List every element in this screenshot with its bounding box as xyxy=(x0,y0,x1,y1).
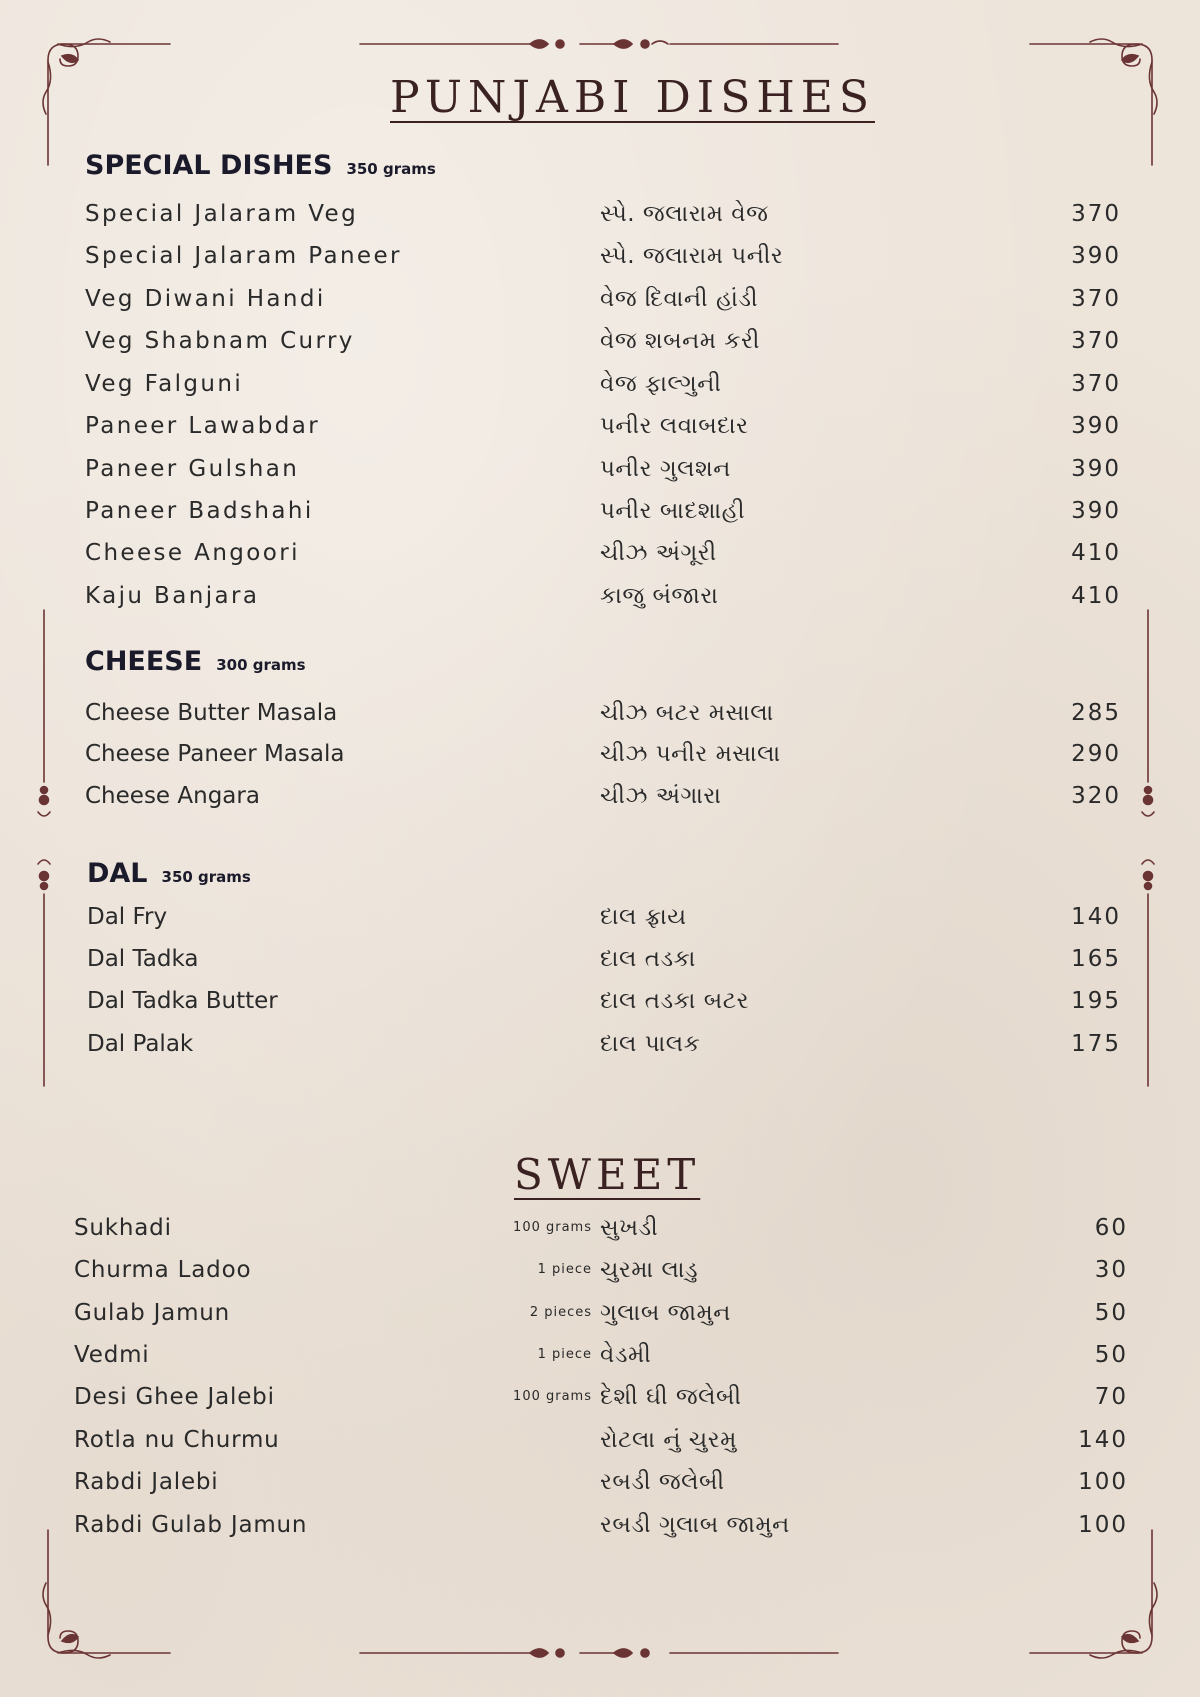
item-price: 30 xyxy=(1094,1257,1128,1283)
item-name-gu: ચુરમા લાડુ xyxy=(600,1257,699,1283)
item-name-en: Desi Ghee Jalebi xyxy=(74,1384,275,1410)
section-header-dal xyxy=(87,858,251,889)
item-name-gu: ચીઝ બટર મસાલા xyxy=(600,700,774,726)
item-name-en: Veg Diwani Handi xyxy=(85,286,326,312)
item-name-gu: પનીર લવાબદાર xyxy=(600,413,749,439)
item-name-gu: દાલ પાલક xyxy=(600,1031,701,1057)
menu-item-row xyxy=(0,493,1200,529)
item-price: 290 xyxy=(1071,741,1121,767)
item-name-en: Dal Fry xyxy=(87,904,168,930)
item-quantity: 100 grams xyxy=(513,1389,592,1404)
item-name-en: Special Jalaram Paneer xyxy=(85,243,402,269)
item-name-en: Special Jalaram Veg xyxy=(85,201,359,227)
section-name: SPECIAL DISHES xyxy=(85,150,333,181)
item-price: 140 xyxy=(1071,904,1121,930)
item-name-en: Rotla nu Churmu xyxy=(74,1427,280,1453)
item-price: 100 xyxy=(1078,1512,1128,1538)
item-name-en: Veg Falguni xyxy=(85,371,244,397)
item-price: 60 xyxy=(1094,1215,1128,1241)
item-name-en: Paneer Badshahi xyxy=(85,498,314,524)
menu-item-row xyxy=(0,408,1200,444)
corner-flourish-icon-top-left xyxy=(43,39,170,165)
item-name-en: Cheese Butter Masala xyxy=(85,700,338,726)
corner-flourish-icon-bottom-right xyxy=(1030,1530,1157,1658)
item-quantity: 1 piece xyxy=(537,1262,592,1277)
corner-flourish-icon-top-right xyxy=(1030,39,1157,165)
item-price: 390 xyxy=(1071,456,1121,482)
section-weight: 350 grams xyxy=(161,868,251,886)
item-price: 390 xyxy=(1071,243,1121,269)
item-price: 70 xyxy=(1094,1384,1128,1410)
menu-item-row xyxy=(0,736,1200,772)
item-name-en: Cheese Angara xyxy=(85,783,260,809)
item-price: 50 xyxy=(1094,1342,1128,1368)
menu-item-row xyxy=(0,1210,1200,1246)
menu-item-row xyxy=(0,1422,1200,1458)
item-name-gu: વેજ શબનમ કરી xyxy=(600,328,760,354)
item-name-gu: દાલ તડકા xyxy=(600,946,696,972)
item-name-gu: રોટલા નું ચુરમુ xyxy=(600,1427,737,1453)
item-price: 410 xyxy=(1071,540,1121,566)
menu-item-row xyxy=(0,196,1200,232)
item-name-en: Vedmi xyxy=(74,1342,150,1368)
menu-item-row xyxy=(0,238,1200,274)
menu-item-row xyxy=(0,578,1200,614)
item-name-en: Dal Tadka Butter xyxy=(87,988,278,1014)
item-quantity: 2 pieces xyxy=(529,1305,592,1320)
item-price: 140 xyxy=(1078,1427,1128,1453)
item-price: 285 xyxy=(1071,700,1121,726)
item-name-en: Rabdi Jalebi xyxy=(74,1469,219,1495)
section-header-cheese xyxy=(85,646,306,677)
menu-item-row xyxy=(0,899,1200,935)
item-name-gu: વેડમી xyxy=(600,1342,652,1368)
page-title: PUNJABI DISHES xyxy=(390,72,875,123)
item-name-en: Kaju Banjara xyxy=(85,583,260,609)
item-name-en: Paneer Gulshan xyxy=(85,456,300,482)
item-name-en: Dal Palak xyxy=(87,1031,194,1057)
item-name-en: Gulab Jamun xyxy=(74,1300,231,1326)
item-price: 410 xyxy=(1071,583,1121,609)
item-name-en: Dal Tadka xyxy=(87,946,199,972)
menu-item-row xyxy=(0,281,1200,317)
item-name-en: Rabdi Gulab Jamun xyxy=(74,1512,308,1538)
menu-item-row xyxy=(0,366,1200,402)
menu-item-row xyxy=(0,1252,1200,1288)
item-name-gu: દેશી ઘી જલેબી xyxy=(600,1384,742,1410)
item-name-gu: ગુલાબ જામુન xyxy=(600,1300,731,1326)
section-name: CHEESE xyxy=(85,646,203,677)
bottom-divider-ornament-icon xyxy=(360,1649,838,1657)
item-price: 100 xyxy=(1078,1469,1128,1495)
item-name-gu: દાલ તડકા બટર xyxy=(600,988,749,1014)
menu-item-row xyxy=(0,451,1200,487)
item-name-gu: ચીઝ અંગૂરી xyxy=(600,540,717,566)
section-weight: 350 grams xyxy=(346,160,436,178)
item-name-gu: વેજ દિવાની હાંડી xyxy=(600,286,759,312)
item-name-en: Paneer Lawabdar xyxy=(85,413,321,439)
menu-item-row xyxy=(0,941,1200,977)
item-price: 370 xyxy=(1071,328,1121,354)
menu-item-row xyxy=(0,1026,1200,1062)
section-header-special-dishes xyxy=(85,150,436,181)
item-price: 390 xyxy=(1071,413,1121,439)
item-name-gu: સ્પે. જલારામ વેજ xyxy=(600,201,769,227)
item-name-en: Sukhadi xyxy=(74,1215,172,1241)
item-price: 370 xyxy=(1071,371,1121,397)
menu-item-row xyxy=(0,1337,1200,1373)
menu-item-row xyxy=(0,1295,1200,1331)
menu-item-row xyxy=(0,1464,1200,1500)
item-name-en: Veg Shabnam Curry xyxy=(85,328,355,354)
top-divider-ornament-icon xyxy=(360,40,838,48)
item-name-gu: સ્પે. જલારામ પનીર xyxy=(600,243,784,269)
menu-item-row xyxy=(0,778,1200,814)
menu-item-row xyxy=(0,323,1200,359)
item-name-gu: રબડી ગુલાબ જામુન xyxy=(600,1512,790,1538)
item-price: 370 xyxy=(1071,201,1121,227)
item-name-gu: કાજુ બંજારા xyxy=(600,583,719,609)
item-name-gu: પનીર ગુલશન xyxy=(600,456,731,482)
item-quantity: 1 piece xyxy=(537,1347,592,1362)
item-name-gu: દાલ ફ્રાય xyxy=(600,904,687,930)
section-name: DAL xyxy=(87,858,148,889)
menu-item-row xyxy=(0,695,1200,731)
item-name-gu: ચીઝ અંગારા xyxy=(600,783,722,809)
menu-item-row xyxy=(0,535,1200,571)
menu-item-row xyxy=(0,1379,1200,1415)
item-price: 320 xyxy=(1071,783,1121,809)
section-weight: 300 grams xyxy=(216,656,306,674)
corner-flourish-icon-bottom-left xyxy=(43,1530,170,1658)
item-name-en: Churma Ladoo xyxy=(74,1257,252,1283)
item-price: 50 xyxy=(1094,1300,1128,1326)
item-name-gu: રબડી જલેબી xyxy=(600,1469,725,1495)
item-price: 390 xyxy=(1071,498,1121,524)
item-name-gu: વેજ ફાલ્ગુની xyxy=(600,371,722,397)
item-price: 165 xyxy=(1071,946,1121,972)
item-quantity: 100 grams xyxy=(513,1220,592,1235)
item-price: 370 xyxy=(1071,286,1121,312)
menu-item-row xyxy=(0,983,1200,1019)
item-name-en: Cheese Angoori xyxy=(85,540,300,566)
item-name-en: Cheese Paneer Masala xyxy=(85,741,345,767)
menu-item-row xyxy=(0,1507,1200,1543)
item-name-gu: પનીર બાદશાહી xyxy=(600,498,746,524)
sweet-title: SWEET xyxy=(514,1150,701,1199)
item-name-gu: ચીઝ પનીર મસાલા xyxy=(600,741,781,767)
item-price: 175 xyxy=(1071,1031,1121,1057)
item-price: 195 xyxy=(1071,988,1121,1014)
item-name-gu: સુખડી xyxy=(600,1215,659,1241)
